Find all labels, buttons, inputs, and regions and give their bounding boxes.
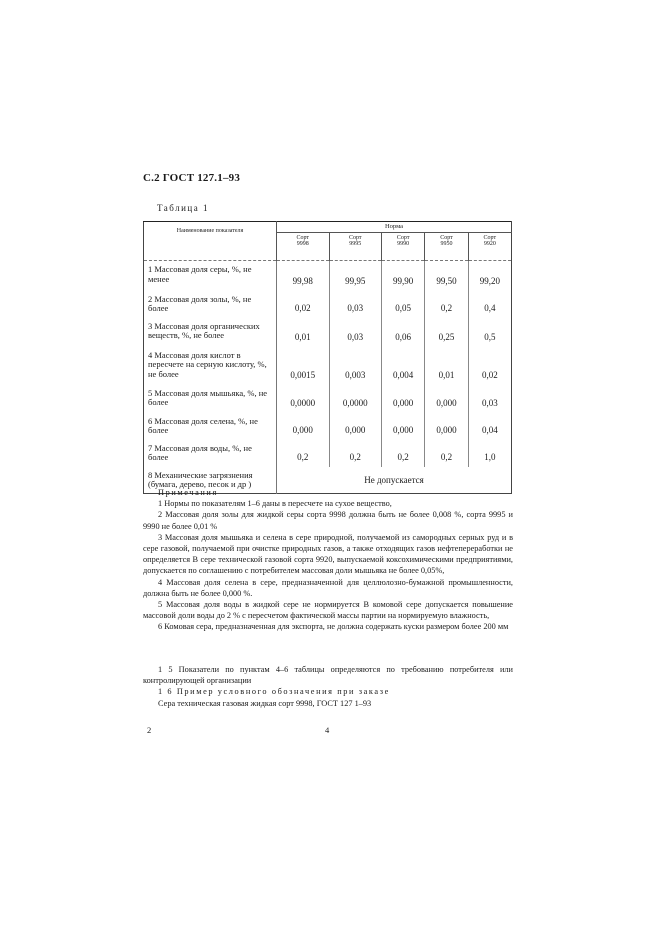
table-cell: 0,2 — [425, 440, 468, 467]
table-cell: 99,98 — [277, 261, 330, 291]
table-cell: 0,000 — [382, 385, 425, 413]
page-header: С.2 ГОСТ 127.1–93 — [143, 172, 241, 184]
table-cell: 99,95 — [329, 261, 382, 291]
note-item: 2 Массовая доля золы для жидкой серы сорта 9998 должна быть не более 0,008 %, сорта 9995 и 9990 не более 0,01 % — [143, 510, 513, 531]
note-item: 4 Массовая доля селена в сере, предназначенной для целлюлозно-бумажной промышленности, должна быть не более 0,000 %. — [143, 577, 513, 598]
footer-page-number: 4 — [325, 725, 330, 735]
table-cell: 0,25 — [425, 318, 468, 347]
table-cell: 0,05 — [382, 291, 425, 318]
table-cell: 0,02 — [481, 370, 498, 381]
column-header-sort-9950: Сорт 9950 — [425, 233, 468, 261]
row-label: 6 Массовая доля селена, %, не более — [144, 413, 277, 440]
table-cell: 0,000 — [329, 413, 382, 440]
table-cell: 0,2 — [329, 440, 382, 467]
table-cell: 0,04 — [481, 425, 498, 436]
row-label: 5 Массовая доля мышьяка, %, не более — [144, 385, 277, 413]
table-cell: 1,0 — [484, 452, 496, 463]
notes-title: Примечания — [158, 488, 218, 497]
table-cell: 0,5 — [484, 332, 496, 343]
table-cell: 0,000 — [382, 413, 425, 440]
table-row — [144, 413, 512, 440]
table-cell: 0,003 — [329, 347, 382, 385]
row-label: 7 Массовая доля воды, %, не более — [144, 440, 277, 467]
table-row — [144, 347, 512, 385]
table-cell: 0,0000 — [329, 385, 382, 413]
table-cell: 0,03 — [481, 398, 498, 409]
row-label: 3 Массовая доля органических веществ, %, не более — [144, 318, 277, 347]
table-cell: 0,2 — [382, 440, 425, 467]
table-row — [144, 385, 512, 413]
clause-1-6-title: 1 6 Пример условного обозначения при заказе — [158, 687, 390, 697]
table-cell: 0,01 — [277, 318, 330, 347]
column-header-sort-9995: Сорт 9995 — [329, 233, 382, 261]
table-cell: 0,03 — [329, 291, 382, 318]
specification-table — [143, 221, 512, 494]
table-cell: 0,02 — [277, 291, 330, 318]
row-label: 4 Массовая доля кислот в пересчете на серную кислоту, %, не более — [144, 347, 277, 385]
table-cell: 0,000 — [277, 413, 330, 440]
row-label: 8 Механические загрязнения (бумага, дерево, песок и др ) — [144, 467, 277, 494]
clause-1-6-example: Сера техническая газовая жидкая сорт 9998, ГОСТ 127 1–93 — [158, 698, 372, 708]
table-cell: 0,2 — [277, 440, 330, 467]
merged-cell: Не допускается — [364, 474, 424, 485]
table-cell: 0,0015 — [277, 347, 330, 385]
table-row — [144, 440, 512, 467]
clause-1-5: 1 5 Показатели по пунктам 4–6 таблицы определяются по требованию потребителя или контролирующей организации — [143, 665, 513, 686]
note-item: 3 Массовая доля мышьяка и селена в сере природной, получаемой из самородных серных руд и в сере газовой, получаемой при очистке природных газов, а также отходящих газов нефтепереработки не определяется В сере технической газовой сорта 9920, выпускаемой коксохимическими предприятиями, допускается по соглашению с потребителем массовая доли мышьяка не более 0,05%, — [143, 532, 513, 576]
table-row — [144, 261, 512, 291]
note-item: 5 Массовая доля воды в жидкой сере не нормируется В комовой сере допускается повышение массовой доли воды до 2 % с пересчетом фактической массы партии на нормируемую влажность, — [143, 600, 513, 621]
table-cell: 0,4 — [484, 303, 496, 314]
column-header-sort-9990: Сорт 9990 — [382, 233, 425, 261]
notes-section — [143, 487, 513, 633]
table-cell: 0,000 — [425, 413, 468, 440]
table-caption: Таблица 1 — [157, 203, 209, 213]
table-cell: 0,000 — [425, 385, 468, 413]
column-header-sort-9998: Сорт 9998 — [277, 233, 330, 261]
column-header-name: Наименование показателя — [144, 222, 277, 261]
column-group-header-norma: Норма — [277, 222, 512, 233]
table-cell: 0,01 — [425, 347, 468, 385]
footer-left-number: 2 — [147, 725, 152, 735]
table-row — [144, 318, 512, 347]
table-cell: 0,03 — [329, 318, 382, 347]
table-cell: 99,90 — [382, 261, 425, 291]
table-row — [144, 291, 512, 318]
table-cell: 0,2 — [425, 291, 468, 318]
table-cell: 0,004 — [382, 347, 425, 385]
row-label: 1 Массовая доля серы, %, не менее — [144, 261, 277, 291]
note-item: 6 Комовая сера, предназначенная для экспорта, не должна содержать куски размером более 200 мм — [158, 622, 509, 632]
row-label: 2 Массовая доля золы, %, не более — [144, 291, 277, 318]
table-cell: 0,0000 — [277, 385, 330, 413]
clauses-section — [143, 664, 513, 709]
note-item: 1 Нормы по показателям 1–6 даны в пересчете на сухое вещество, — [158, 499, 392, 509]
column-header-sort-9920: Сорт 9920 — [468, 233, 511, 261]
table-cell: 99,20 — [479, 276, 500, 287]
table-cell: 0,06 — [382, 318, 425, 347]
table-cell: 99,50 — [425, 261, 468, 291]
